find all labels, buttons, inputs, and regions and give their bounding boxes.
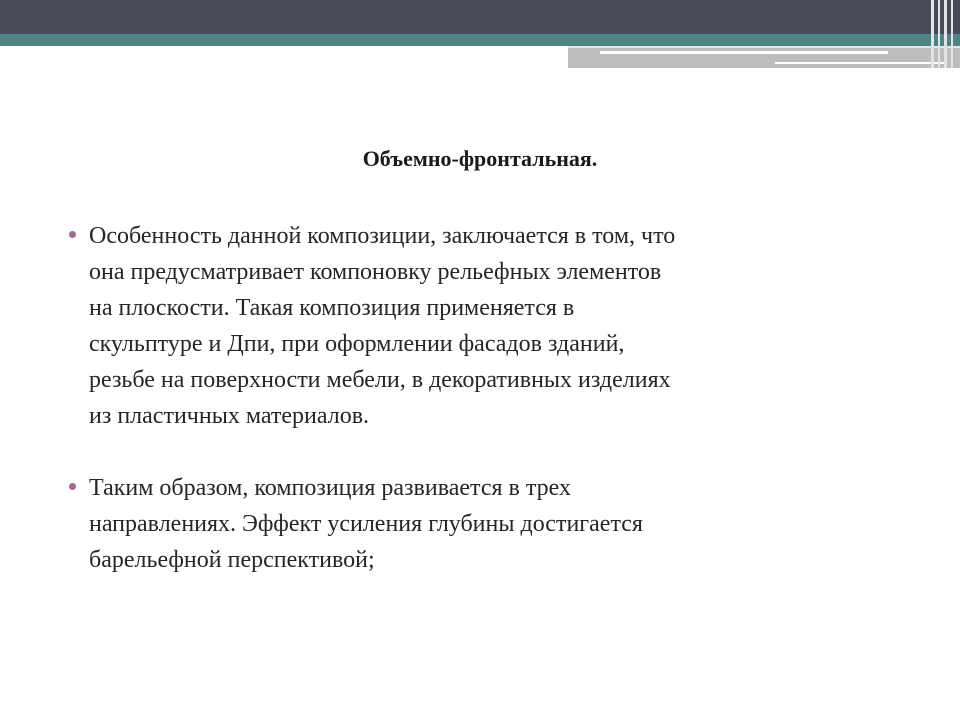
bullet-item <box>66 218 916 434</box>
bullet-line: скульптуре и Дпи, при оформлении фасадов зданий, <box>89 331 625 357</box>
header-teal-stripe <box>0 34 960 46</box>
bullet-line: резьбе на поверхности мебели, в декоративных изделиях <box>89 367 671 393</box>
header-accent-line <box>775 62 945 64</box>
header-vertical-stripe <box>938 0 940 68</box>
bullet-dot-icon <box>69 231 76 238</box>
bullet-line: из пластичных материалов. <box>89 403 370 429</box>
slide-title: Объемно-фронтальная. <box>362 146 598 171</box>
bullet-line: Таким образом, композиция развивается в трех <box>89 475 571 501</box>
header-vertical-stripe <box>944 0 947 68</box>
bullet-line: она предусматривает компоновку рельефных элементов <box>89 259 662 285</box>
header-dark-band <box>0 0 960 34</box>
header-vertical-stripe <box>951 0 953 68</box>
bullet-line: барельефной перспективой; <box>89 547 375 573</box>
header-gray-band <box>568 46 960 68</box>
bullet-item <box>66 470 916 578</box>
bullet-line: на плоскости. Такая композиция применяется в <box>89 295 575 321</box>
header-vertical-stripe <box>931 0 934 68</box>
slide-body <box>66 218 916 578</box>
header-accent-line <box>568 46 960 48</box>
bullet-dot-icon <box>69 483 76 490</box>
header-accent-line <box>600 51 888 54</box>
bullet-line: Особенность данной композиции, заключается в том, что <box>89 223 676 249</box>
bullet-line: направлениях. Эффект усиления глубины достигается <box>89 511 643 537</box>
